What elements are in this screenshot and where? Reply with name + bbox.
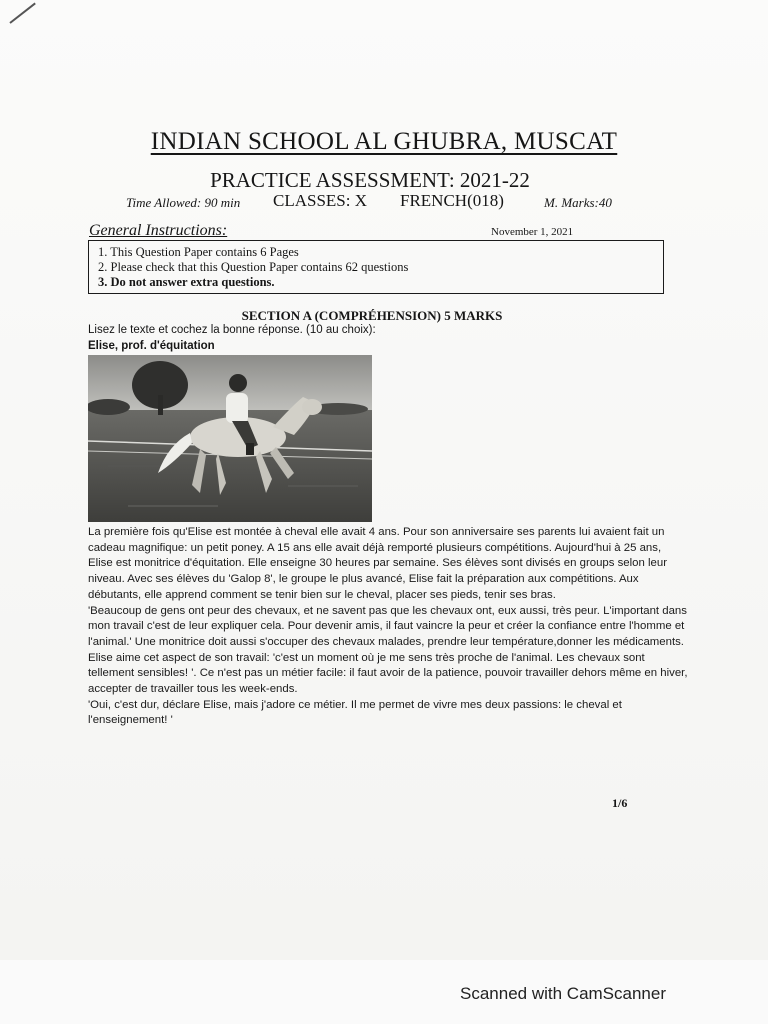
passage-paragraph: La première fois qu'Elise est montée à cheval elle avait 4 ans. Pour son anniversaire ses parents lui avaient fait un cadeau magnifique: un petit poney. A 15 ans elle avait déjà remporté plusieurs compétitions. Aujourd'hui à 25 ans, Elise est monitrice d'équitation. Elle enseigne 30 heures par semaine. Ses élèves sont divisés en groups selon leur niveau. Avec ses élèves du 'Galop 8', le groupe le plus avancé, Elise fait la préparation aux compétitions. Aux débutants, elle apprend comment se tenir bien sur le cheval, placer ses pieds, tenir ses bras.: [88, 526, 667, 601]
passage-paragraph: 'Oui, c'est dur, déclare Elise, mais j'adore ce métier. Il me permet de vivre mes deux passions: le cheval et l'enseignement! ': [88, 698, 622, 727]
subject: FRENCH(018): [400, 191, 504, 210]
section-heading: SECTION A (COMPRÉHENSION) 5 MARKS: [241, 308, 503, 323]
instruction-item: 1. This Question Paper contains 6 Pages: [98, 245, 299, 259]
max-marks: M. Marks:40: [544, 195, 612, 210]
general-instructions-heading: General Instructions:: [89, 222, 228, 239]
exam-meta-row: [0, 191, 768, 215]
horse-rider-photo: [88, 355, 372, 522]
scanner-watermark: Scanned with CamScanner: [460, 984, 667, 1003]
comprehension-passage: [88, 525, 688, 729]
classes: CLASSES: X: [273, 191, 367, 210]
exam-date: November 1, 2021: [491, 226, 574, 238]
horse-rider-illustration: [88, 355, 372, 522]
instruction-item: 3. Do not answer extra questions.: [98, 275, 275, 289]
time-allowed: Time Allowed: 90 min: [126, 195, 241, 210]
instruction-item: 2. Please check that this Question Paper contains 62 questions: [98, 260, 409, 274]
page-number: 1/6: [612, 796, 628, 810]
task-instruction: Lisez le texte et cochez la bonne réponse. (10 au choix):: [88, 324, 376, 336]
passage-title: Elise, prof. d'équitation: [88, 340, 215, 352]
passage-paragraph: 'Beaucoup de gens ont peur des chevaux, et ne savent pas que les chevaux ont, eux aussi, très peur. L'important dans mon travail c'est de leur expliquer cela. Pour devenir amis, il faut vaincre la peur et créer la confiance entre l'homme et l'animal.' Une monitrice doit aussi s'occuper des chevaux malades, prendre leur température,donner les médicaments. Elise aime cet aspect de son travail: 'c'est un moment où je me sens très proche de l'animal. Les chevaux sont tellement sensibles! '. Ce n'est pas un métier facile: il faut avoir de la patience, pouvoir travailler dehors même en hiver, accepter de travailler tous les week-ends.: [88, 604, 688, 696]
assessment-title: PRACTICE ASSESSMENT: 2021-22: [210, 168, 530, 192]
school-title: [0, 128, 768, 156]
school-name: INDIAN SCHOOL AL GHUBRA, MUSCAT: [150, 128, 618, 155]
instructions-box: [88, 240, 664, 294]
